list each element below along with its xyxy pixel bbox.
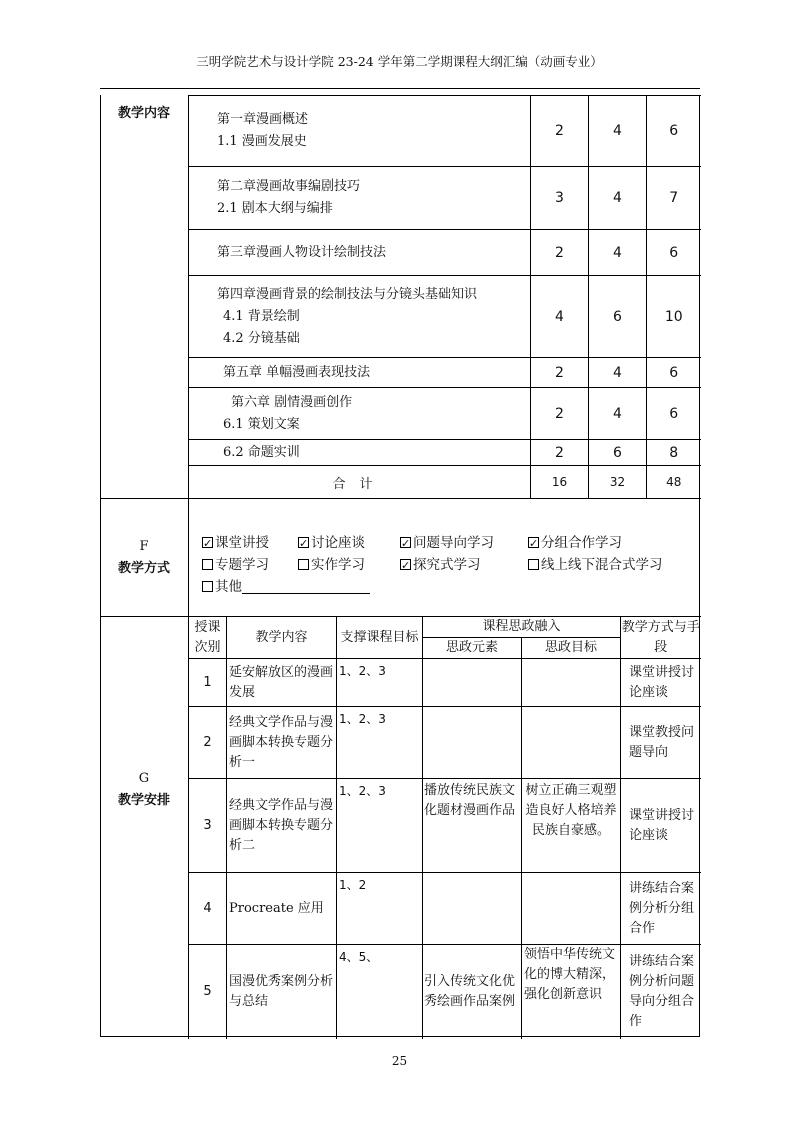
- total-label: 合计: [189, 466, 531, 499]
- hours-cell: 2: [531, 96, 589, 167]
- ideology-elements: [423, 659, 522, 707]
- session-targets: 1、2、3: [337, 659, 423, 707]
- methods-section-title: 教学方式: [117, 561, 170, 576]
- session-content: 经典文学作品与漫画脚本转换专题分析一: [227, 707, 337, 779]
- content-row: [189, 388, 701, 440]
- ideology-goals: [522, 659, 621, 707]
- content-row-description: 第四章漫画背景的绘制技法与分镜头基础知识 4.1 背景绘制 4.2 分镜基础: [189, 276, 531, 358]
- ideology-goals: [522, 873, 621, 945]
- content-row: [189, 276, 701, 358]
- hours-cell: 2: [531, 440, 589, 466]
- arrangement-table: [188, 616, 701, 1039]
- methods-section-letter: F: [139, 539, 149, 554]
- ideology-elements: [423, 707, 522, 779]
- method-option[interactable]: ✓课堂讲授: [202, 532, 298, 554]
- content-row-description: 第二章漫画故事编剧技巧 2.1 剧本大纲与编排: [189, 167, 531, 230]
- session-method: 课堂教授问题导向: [621, 707, 701, 779]
- header-targets: 支撑课程目标: [337, 617, 423, 659]
- session-method: 课堂讲授讨论座谈: [621, 779, 701, 873]
- method-option[interactable]: ✓ 分组合作学习: [528, 532, 622, 554]
- method-option[interactable]: ✓ 探究式学习: [400, 554, 528, 576]
- total-cell: 48: [647, 466, 701, 499]
- method-option[interactable]: ✓ 讨论座谈: [298, 532, 400, 554]
- content-row-description: 6.2 命题实训: [189, 440, 531, 466]
- ideology-goals: [522, 707, 621, 779]
- hours-cell: 2: [531, 230, 589, 276]
- session-number: 1: [189, 659, 227, 707]
- table-row: [189, 779, 701, 873]
- header-method: 教学方式与手段: [621, 617, 701, 659]
- checkbox-checked-icon[interactable]: [298, 537, 309, 548]
- table-row: [189, 873, 701, 945]
- checkbox-checked-icon[interactable]: [528, 537, 539, 548]
- hours-cell: 4: [589, 96, 647, 167]
- hours-cell: 2: [531, 358, 589, 388]
- checkbox-empty-icon[interactable]: [528, 559, 539, 570]
- content-hours-table: [188, 95, 701, 499]
- hours-cell: 4: [589, 230, 647, 276]
- arrangement-section-label: [100, 768, 188, 812]
- hours-cell: 4: [589, 358, 647, 388]
- header-ideology-group: 课程思政融入: [423, 617, 621, 638]
- total-row: [189, 466, 701, 499]
- hours-cell: 3: [531, 167, 589, 230]
- method-option[interactable]: 实作学习: [298, 554, 400, 576]
- hours-cell: 10: [647, 276, 701, 358]
- page-number: 25: [391, 1054, 408, 1068]
- hours-cell: 8: [647, 440, 701, 466]
- session-content: 延安解放区的漫画发展: [227, 659, 337, 707]
- header-content: 教学内容: [227, 617, 337, 659]
- session-content: Procreate 应用: [227, 873, 337, 945]
- content-row: [189, 96, 701, 167]
- arrangement-section-letter: G: [138, 771, 150, 786]
- session-content: 经典文学作品与漫画脚本转换专题分析二: [227, 779, 337, 873]
- session-content: 国漫优秀案例分析与总结: [227, 945, 337, 1039]
- session-method: 讲练结合案例分析问题导向分组合作: [621, 945, 701, 1039]
- hours-cell: 6: [647, 358, 701, 388]
- other-fill-in-line[interactable]: [242, 579, 370, 594]
- content-row: [189, 230, 701, 276]
- ideology-goals: 树立正确三观塑造良好人格培养民族自豪感。: [522, 779, 621, 873]
- hours-cell: 6: [647, 388, 701, 440]
- hours-cell: 6: [647, 230, 701, 276]
- hours-cell: 6: [589, 440, 647, 466]
- table-row: [189, 945, 701, 1039]
- checkbox-checked-icon[interactable]: [202, 537, 213, 548]
- session-targets: 1、2: [337, 873, 423, 945]
- checkbox-checked-icon[interactable]: [400, 537, 411, 548]
- header-goals: 思政目标: [522, 638, 621, 659]
- session-number: 2: [189, 707, 227, 779]
- checkbox-empty-icon[interactable]: [298, 559, 309, 570]
- content-row-description: 第五章 单幅漫画表现技法: [189, 358, 531, 388]
- table-row: [189, 707, 701, 779]
- ideology-elements: 播放传统民族文化题材漫画作品: [423, 779, 522, 873]
- table-row: [189, 659, 701, 707]
- method-option[interactable]: 专题学习: [202, 554, 298, 576]
- hours-cell: 4: [531, 276, 589, 358]
- ideology-elements: 引入传统文化优秀绘画作品案例: [423, 945, 522, 1039]
- header-elements: 思政元素: [423, 638, 522, 659]
- method-option[interactable]: 线上线下混合式学习: [528, 554, 663, 576]
- ideology-elements: [423, 873, 522, 945]
- content-row: [189, 167, 701, 230]
- session-number: 5: [189, 945, 227, 1039]
- session-targets: 4、5、: [337, 945, 423, 1039]
- method-option[interactable]: ✓ 问题导向学习: [400, 532, 528, 554]
- session-method: 讲练结合案例分析分组合作: [621, 873, 701, 945]
- hours-cell: 2: [531, 388, 589, 440]
- total-cell: 16: [531, 466, 589, 499]
- content-row-description: 第三章漫画人物设计绘制技法: [189, 230, 531, 276]
- total-cell: 32: [589, 466, 647, 499]
- session-targets: 1、2、3: [337, 707, 423, 779]
- content-row: [189, 440, 701, 466]
- page-header: 三明学院艺术与设计学院 23-24 学年第二学期课程大纲汇编（动画专业）: [196, 54, 603, 69]
- methods-section-label: [100, 536, 188, 580]
- checkbox-checked-icon[interactable]: [400, 559, 411, 570]
- hours-cell: 7: [647, 167, 701, 230]
- content-row-description: 第六章 剧情漫画创作 6.1 策划文案: [189, 388, 531, 440]
- checkbox-empty-icon[interactable]: [202, 581, 213, 592]
- header-rule: [100, 88, 700, 89]
- content-row: [189, 358, 701, 388]
- session-targets: 1、2、3: [337, 779, 423, 873]
- arrangement-section-title: 教学安排: [117, 793, 170, 808]
- teaching-methods-options: [202, 532, 692, 598]
- content-section-label: 教学内容: [117, 106, 170, 121]
- session-number: 4: [189, 873, 227, 945]
- session-method: 课堂讲授讨论座谈: [621, 659, 701, 707]
- content-row-description: 第一章漫画概述 1.1 漫画发展史: [189, 96, 531, 167]
- hours-cell: 6: [647, 96, 701, 167]
- session-number: 3: [189, 779, 227, 873]
- ideology-goals: 领悟中华传统文化的博大精深，强化创新意识: [522, 945, 621, 1039]
- header-session: 授课次别: [189, 617, 227, 659]
- hours-cell: 4: [589, 167, 647, 230]
- hours-cell: 6: [589, 276, 647, 358]
- checkbox-empty-icon[interactable]: [202, 559, 213, 570]
- hours-cell: 4: [589, 388, 647, 440]
- method-option-other[interactable]: 其他: [202, 576, 370, 598]
